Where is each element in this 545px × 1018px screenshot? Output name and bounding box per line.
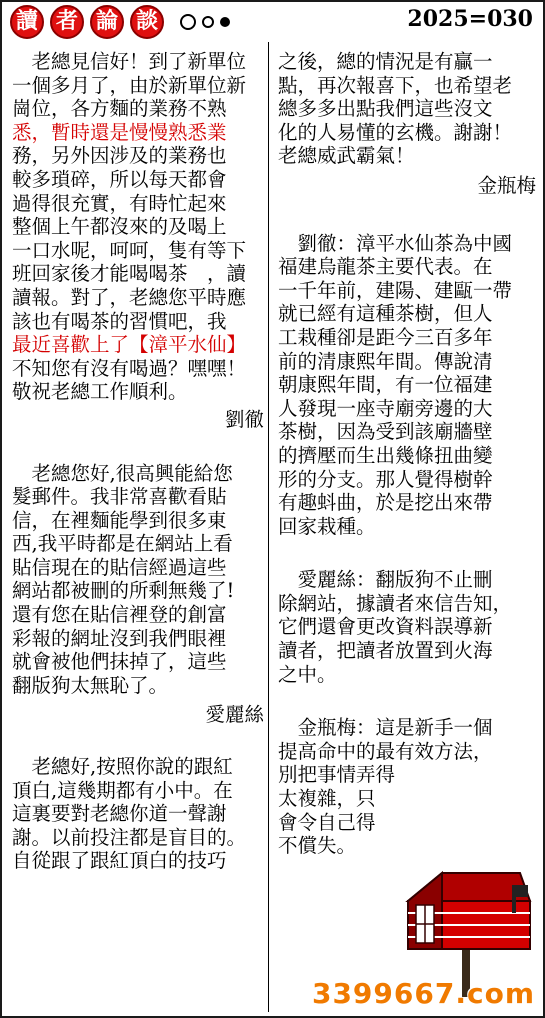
text-line: 前的清康熙年間。傳說清 [278, 349, 493, 373]
text-line: 有趣蚪曲，於是挖出來帶 [278, 491, 493, 515]
title-badge-4: 談 [130, 5, 164, 39]
text-line: 頂白,這幾期都有小中。在 [12, 778, 233, 802]
text-line: 就會被他們抹掉了，這些 [12, 650, 227, 674]
text-line: 愛麗絲：翻版狗不止刪 [278, 568, 493, 592]
text-line: 這裏要對老總你道一聲謝 [12, 802, 227, 826]
text-line: 自從跟了跟紅頂白的技巧 [12, 849, 227, 873]
signature: 劉徹 [224, 407, 264, 431]
text-line: 西,我平時都是在網站上看 [12, 532, 233, 556]
text-line: 最近喜歡上了【漳平水仙】 [12, 333, 247, 357]
text-line: 該也有喝茶的習慣吧，我 [12, 309, 227, 333]
title-badge-2: 者 [50, 5, 84, 39]
text-line: 還有您在貼信裡登的創富 [12, 603, 227, 627]
text-line: 務，另外因涉及的業務也 [12, 144, 227, 168]
text-line: 人發現一座寺廟旁邊的大 [278, 396, 493, 420]
letter-jinpingmei [12, 755, 264, 873]
text-line: 一口水呢，呵呵，隻有等下 [12, 238, 247, 262]
right-column [278, 50, 536, 858]
text-line: 形的分支。那人覺得樹幹 [278, 467, 493, 491]
text-line: 朝康熙年間，有一位福建 [278, 373, 493, 397]
title-badge-3: 論 [90, 5, 124, 39]
header [2, 2, 543, 38]
text-line: 劉徹：漳平水仙茶為中國 [278, 231, 513, 255]
text-line: 工栽種卻是距今三百多年 [278, 325, 493, 349]
reply-jinpingmei [278, 716, 536, 858]
text-line: 悉，暫時還是慢慢熟悉業 [12, 120, 227, 144]
letter-jinpingmei-cont [278, 50, 536, 198]
circle-small-outline-icon [202, 16, 214, 28]
text-line: 金瓶梅：這是新手一個 [278, 716, 493, 740]
column-divider [268, 42, 269, 1012]
left-column [12, 50, 264, 873]
reply-alice [278, 568, 536, 686]
text-line: 網站都被刪的所剩無幾了! [12, 579, 235, 603]
text-line: 謝。以前投注都是盲目的。 [12, 825, 247, 849]
text-line: 敬祝老總工作順利。 [12, 380, 188, 404]
letter-alice [12, 462, 264, 728]
text-line: 之中。 [278, 662, 337, 686]
text-line: 較多瑣碎，所以每天都會 [12, 167, 227, 191]
reply-liuche [278, 232, 536, 539]
text-line: 髮郵件。我非常喜歡看貼 [12, 485, 227, 509]
text-line: 它們還會更改資料誤導新 [278, 615, 493, 639]
text-line: 化的人易懂的玄機。謝謝！ [278, 120, 513, 144]
text-line: 提高命中的最有效方法， [278, 739, 493, 763]
circle-filled-icon [220, 17, 230, 27]
circle-outline-icon [180, 14, 196, 30]
text-line: 的擠壓而生出幾條扭曲變 [278, 443, 493, 467]
text-line: 點，再次報喜下，也希望老 [278, 73, 513, 97]
text-line: 一個多月了，由於新單位新 [12, 73, 247, 97]
text-line: 貼信現在的貼信經過這些 [12, 555, 227, 579]
text-line: 班回家後才能喝喝茶 ，讀 [12, 262, 247, 286]
text-line: 彩報的網址沒到我們眼裡 [12, 626, 227, 650]
issue-number: 2025=030 [407, 6, 533, 32]
text-line: 過得很充實，有時忙起來 [12, 191, 227, 215]
text-line: 讀者，把讀者放置到火海 [278, 639, 493, 663]
title-badge-1: 讀 [10, 5, 44, 39]
letter-liuche [12, 50, 264, 432]
text-line: 太複雜，只 [278, 787, 376, 811]
text-line: 回家栽種。 [278, 514, 376, 538]
signature: 金瓶梅 [477, 173, 536, 197]
text-line: 之後，總的情況是有贏一 [278, 50, 493, 73]
text-line: 老總好,按照你說的跟紅 [12, 755, 233, 779]
text-line: 老總威武霸氣！ [278, 144, 415, 168]
text-line: 福建烏龍茶主要代表。在 [278, 255, 493, 279]
text-line: 會令自己得 [278, 810, 376, 834]
text-line: 一千年前，建陽、建甌一帶 [278, 278, 513, 302]
text-line: 崗位，各方麵的業務不熟 [12, 97, 227, 121]
text-line: 別把事情弄得 [278, 763, 396, 787]
text-line: 茶樹，因為受到該廟牆壁 [278, 420, 493, 444]
text-line: 整個上午都沒來的及喝上 [12, 215, 227, 239]
text-line: 總多多出點我們這些沒文 [278, 97, 493, 121]
text-line: 老總您好,很高興能給您 [12, 461, 233, 485]
text-line: 信，在裡麵能學到很多東 [12, 508, 227, 532]
text-line: 讀報。對了，老總您平時應 [12, 285, 247, 309]
text-line: 就已經有這種茶樹，但人 [278, 302, 493, 326]
signature: 愛麗絲 [205, 703, 264, 727]
text-line: 老總見信好！到了新單位 [12, 50, 247, 73]
text-line: 翻版狗太無恥了。 [12, 673, 169, 697]
text-line: 不償失。 [278, 834, 357, 858]
watermark: 3399667.com [311, 977, 535, 1010]
text-line: 除網站，據讀者來信告知， [278, 591, 513, 615]
text-line: 不知您有沒有喝過？嘿嘿！ [12, 356, 247, 380]
